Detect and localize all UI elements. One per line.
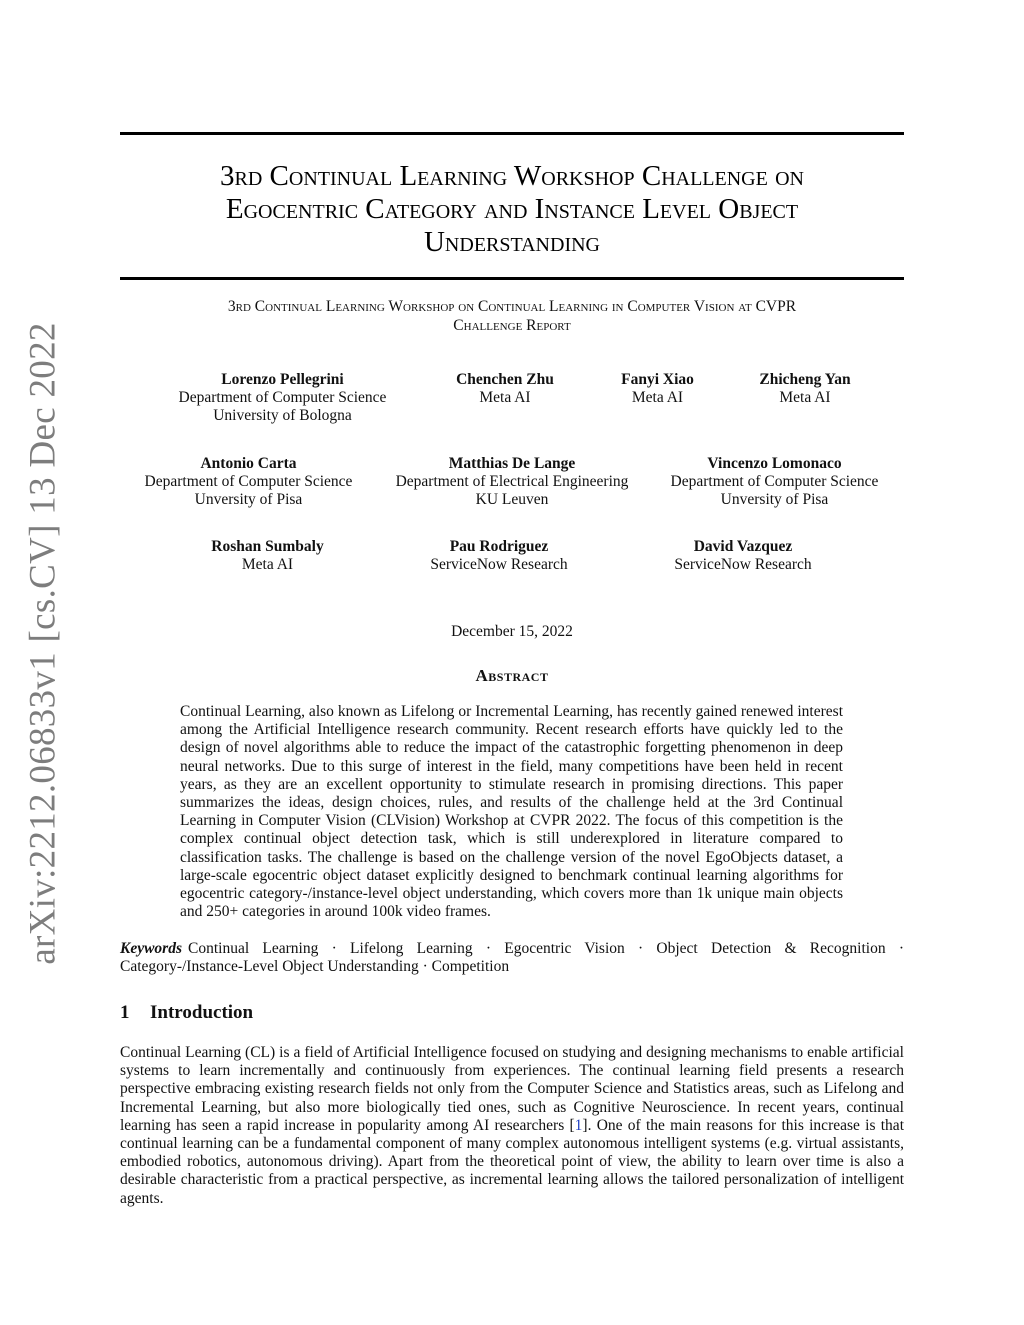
paper-date: December 15, 2022 — [451, 623, 573, 640]
author-affiliation: ServiceNow Research — [674, 556, 812, 573]
paper-subtitle-line-2: Challenge Report — [453, 317, 571, 334]
author-name: Matthias De Lange — [448, 455, 576, 472]
author-affiliation: Department of Electrical Engineering — [395, 473, 629, 490]
arxiv-identifier-stamp — [10, 321, 76, 965]
paper-subtitle — [120, 297, 904, 335]
author-name: Vincenzo Lomonaco — [707, 455, 842, 472]
author-block — [414, 538, 584, 574]
author-affiliation: Meta AI — [779, 389, 831, 406]
author-block — [130, 455, 367, 509]
author-affiliation: KU Leuven — [475, 491, 549, 508]
author-name: Pau Rodriguez — [449, 538, 549, 555]
author-block — [160, 371, 405, 425]
author-block — [735, 371, 875, 407]
intro-text-part-2: ]. One of the main reasons for this increase is that continual learning can be a fundamental component of many complex autonomous intelligent systems (e.g. virtual assistants, embodied robotics, autonomous driving). Apart from the theoretical point of view, the ability to learn over time is also a desirable characteristic from a practical perspective, as incremental learning allows the tailored personalization of intelligent agents. — [120, 1116, 904, 1207]
section-heading — [120, 1002, 253, 1024]
author-name: Antonio Carta — [200, 455, 297, 472]
author-affiliation: Department of Computer Science — [178, 389, 387, 406]
author-name: David Vazquez — [693, 538, 793, 555]
arxiv-identifier-text: arXiv:2212.06833v1 [cs.CV] 13 Dec 2022 — [22, 321, 64, 965]
author-name: Chenchen Zhu — [456, 371, 554, 388]
title-top-rule — [120, 132, 904, 135]
author-block — [658, 538, 828, 574]
author-name: Roshan Sumbaly — [211, 538, 324, 555]
author-affiliation: Unversity of Pisa — [720, 491, 829, 508]
title-bottom-rule — [120, 277, 904, 280]
author-affiliation: University of Bologna — [213, 407, 352, 424]
author-block — [595, 371, 720, 407]
author-affiliation: ServiceNow Research — [430, 556, 568, 573]
author-affiliation: Meta AI — [631, 389, 684, 406]
citation-link[interactable]: 1 — [574, 1116, 583, 1134]
abstract-heading: Abstract — [475, 666, 549, 685]
section-number: 1 — [120, 1002, 130, 1023]
paper-title-line-3: Understanding — [423, 226, 600, 258]
section-title: Introduction — [150, 1002, 254, 1023]
author-affiliation: Unversity of Pisa — [194, 491, 303, 508]
keywords-text: Continual Learning · Lifelong Learning · Egocentric Vision · Object Detection & Recognition · Category-/Instance-Level Object Understanding · Competition — [120, 940, 904, 976]
paper-subtitle-line-1: 3rd Continual Learning Workshop on Continual Learning in Computer Vision at CVPR — [227, 298, 797, 315]
abstract-text: Continual Learning, also known as Lifelong or Incremental Learning, has recently gained renewed interest among the Artificial Intelligence research community. Recent research efforts have quickly led to the design of novel algorithms able to reduce the impact of the catastrophic forgetting phenomenon in deep neural networks. Due to this surge of interest in the field, many competitions have been held in recent years, as they are an excellent opportunity to stimulate research in promising directions. This paper summarizes the ideas, design choices, rules, and results of the challenge held at the 3rd Continual Learning in Computer Vision (CLVision) Workshop at CVPR 2022. The focus of this competition is the complex continual object detection task, which is still underexplored in literature compared to classification tasks. The challenge is based on the challenge version of the novel EgoObjects dataset, a large-scale egocentric object dataset explicitly designed to benchmark continual learning algorithms for egocentric category-/instance-level object understanding, which covers more than 1k unique main objects and 250+ categories in around 100k video frames. — [180, 703, 843, 921]
introduction-paragraph — [120, 1044, 904, 1208]
intro-text-part-1: Continual Learning (CL) is a field of Artificial Intelligence focused on studying and designing mechanisms to enable artificial systems to learn incrementally and continuously from experiences. The continual learning field presents a research perspective embracing existing research fields not only from the Computer Science and Statistics areas, such as Lifelong and Incremental Learning, but also more biologically tied ones, such as Cognitive Neuroscience. In recent years, continual learning has seen a rapid increase in popularity among AI researchers [ — [120, 1044, 904, 1134]
author-affiliation: Meta AI — [241, 556, 294, 573]
author-block — [380, 455, 644, 509]
author-affiliation: Department of Computer Science — [670, 473, 879, 490]
paper-title-line-2: Egocentric Category and Instance Level Object — [225, 193, 799, 225]
author-name: Zhicheng Yan — [759, 371, 851, 388]
keywords-label: Keywords — [120, 940, 182, 957]
paper-title-line-1: 3rd Continual Learning Workshop Challenge on — [220, 160, 804, 192]
author-affiliation: Department of Computer Science — [144, 473, 353, 490]
author-name: Lorenzo Pellegrini — [221, 371, 344, 388]
author-block — [656, 455, 893, 509]
author-name: Fanyi Xiao — [621, 371, 694, 388]
author-block — [185, 538, 350, 574]
paper-title — [120, 160, 904, 259]
author-affiliation: Meta AI — [479, 389, 531, 406]
keywords — [120, 940, 904, 976]
author-block — [425, 371, 585, 407]
